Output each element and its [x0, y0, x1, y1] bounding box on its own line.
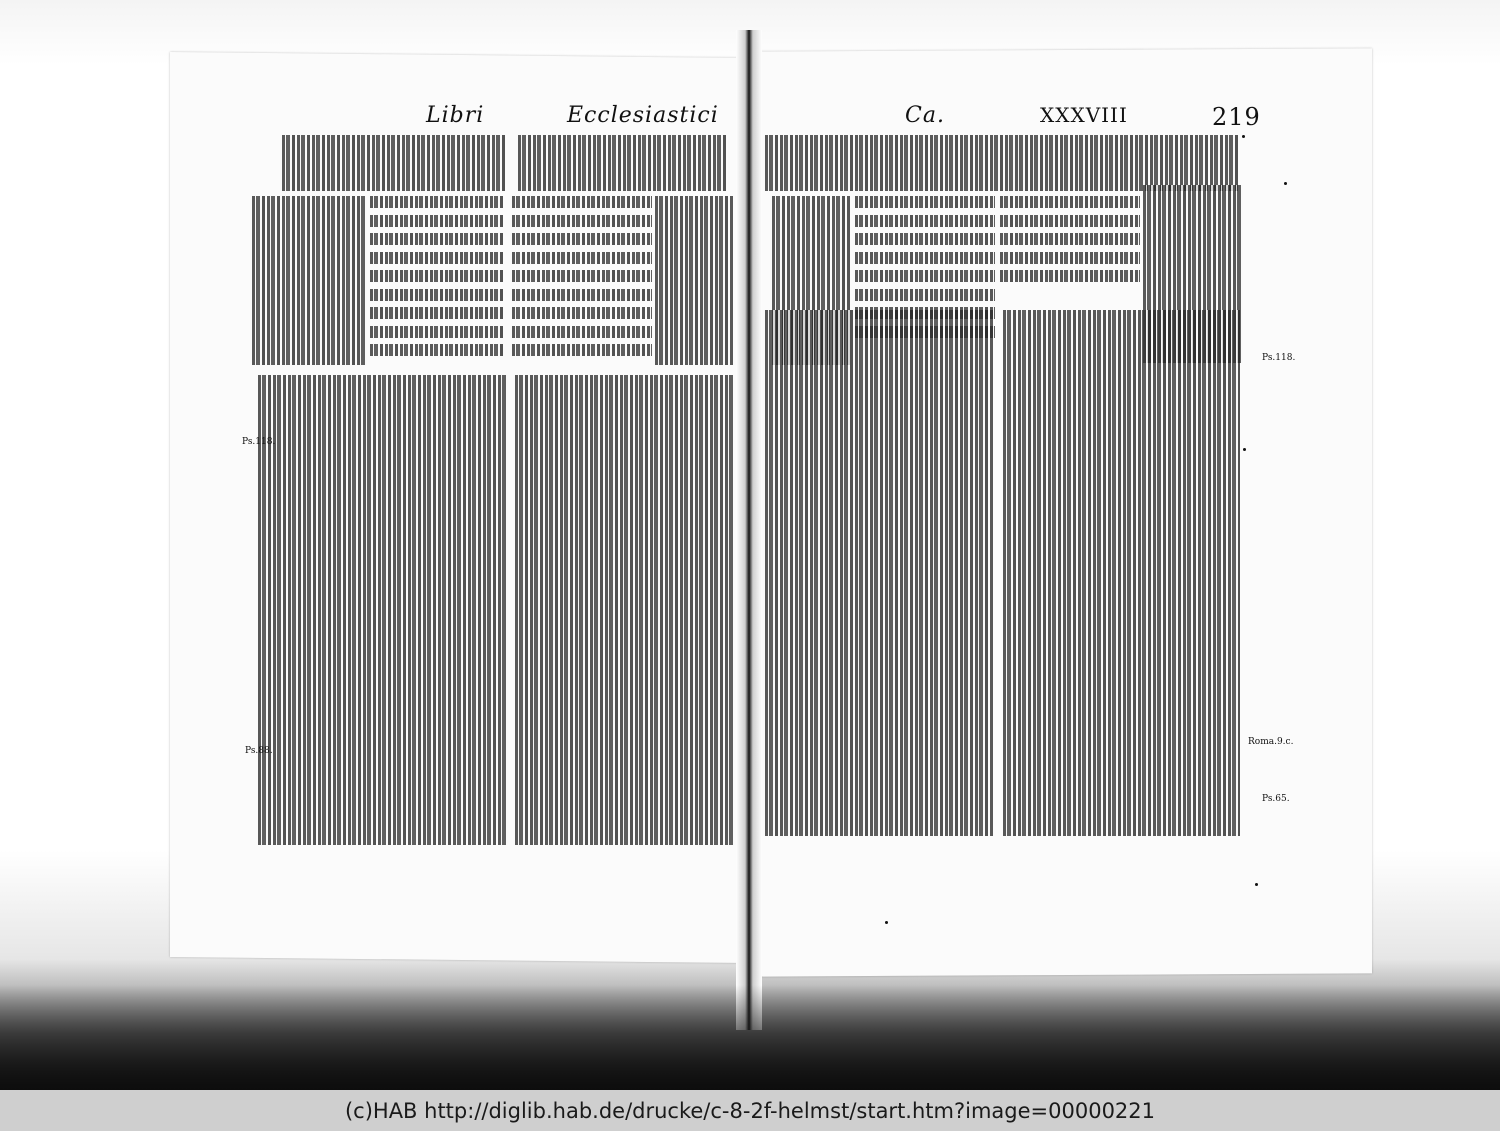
commentary-block-right-top-left [765, 135, 1015, 195]
ink-speck [1255, 883, 1258, 886]
book-gutter [736, 30, 762, 1030]
book-binding-shadow [0, 985, 1500, 1090]
main-text-column-4 [1000, 196, 1140, 306]
right-chapter-label: Ca. [905, 103, 945, 128]
commentary-block-left-top [282, 135, 507, 195]
right-chapter-numeral: XXXVIII [1040, 103, 1128, 127]
commentary-column-right-page-1 [765, 310, 993, 845]
margin-note-right-3: Ps.65. [1262, 794, 1290, 804]
image-credit-bar [0, 1090, 1500, 1131]
main-text-column-2 [512, 196, 652, 361]
left-running-head: Libri [426, 103, 485, 128]
ink-speck [885, 921, 888, 924]
main-text-column-1 [370, 196, 505, 366]
margin-note-left-2: Ps.88. [245, 746, 273, 756]
gloss-column-left [252, 196, 367, 371]
margin-note-right-2: Roma.9.c. [1248, 737, 1294, 747]
margin-note-right-1: Ps.118. [1262, 353, 1296, 363]
ink-speck [1243, 448, 1246, 451]
commentary-column-left-page-1 [258, 375, 508, 845]
image-credit-text: (c)HAB http://diglib.hab.de/drucke/c-8-2f-helmst/start.htm?image=00000221 [344, 1098, 1156, 1123]
left-running-title: Ecclesiastici [567, 103, 719, 128]
commentary-column-right-page-2 [1003, 310, 1240, 845]
ink-speck [1284, 182, 1287, 185]
ink-speck [1242, 135, 1245, 138]
page-number: 219 [1212, 103, 1261, 131]
commentary-column-left-page-2 [515, 375, 733, 850]
margin-note-left-1: Ps.118. [242, 437, 276, 447]
gloss-column-left-page-right [655, 196, 733, 371]
commentary-block-left-top-right [518, 135, 728, 195]
